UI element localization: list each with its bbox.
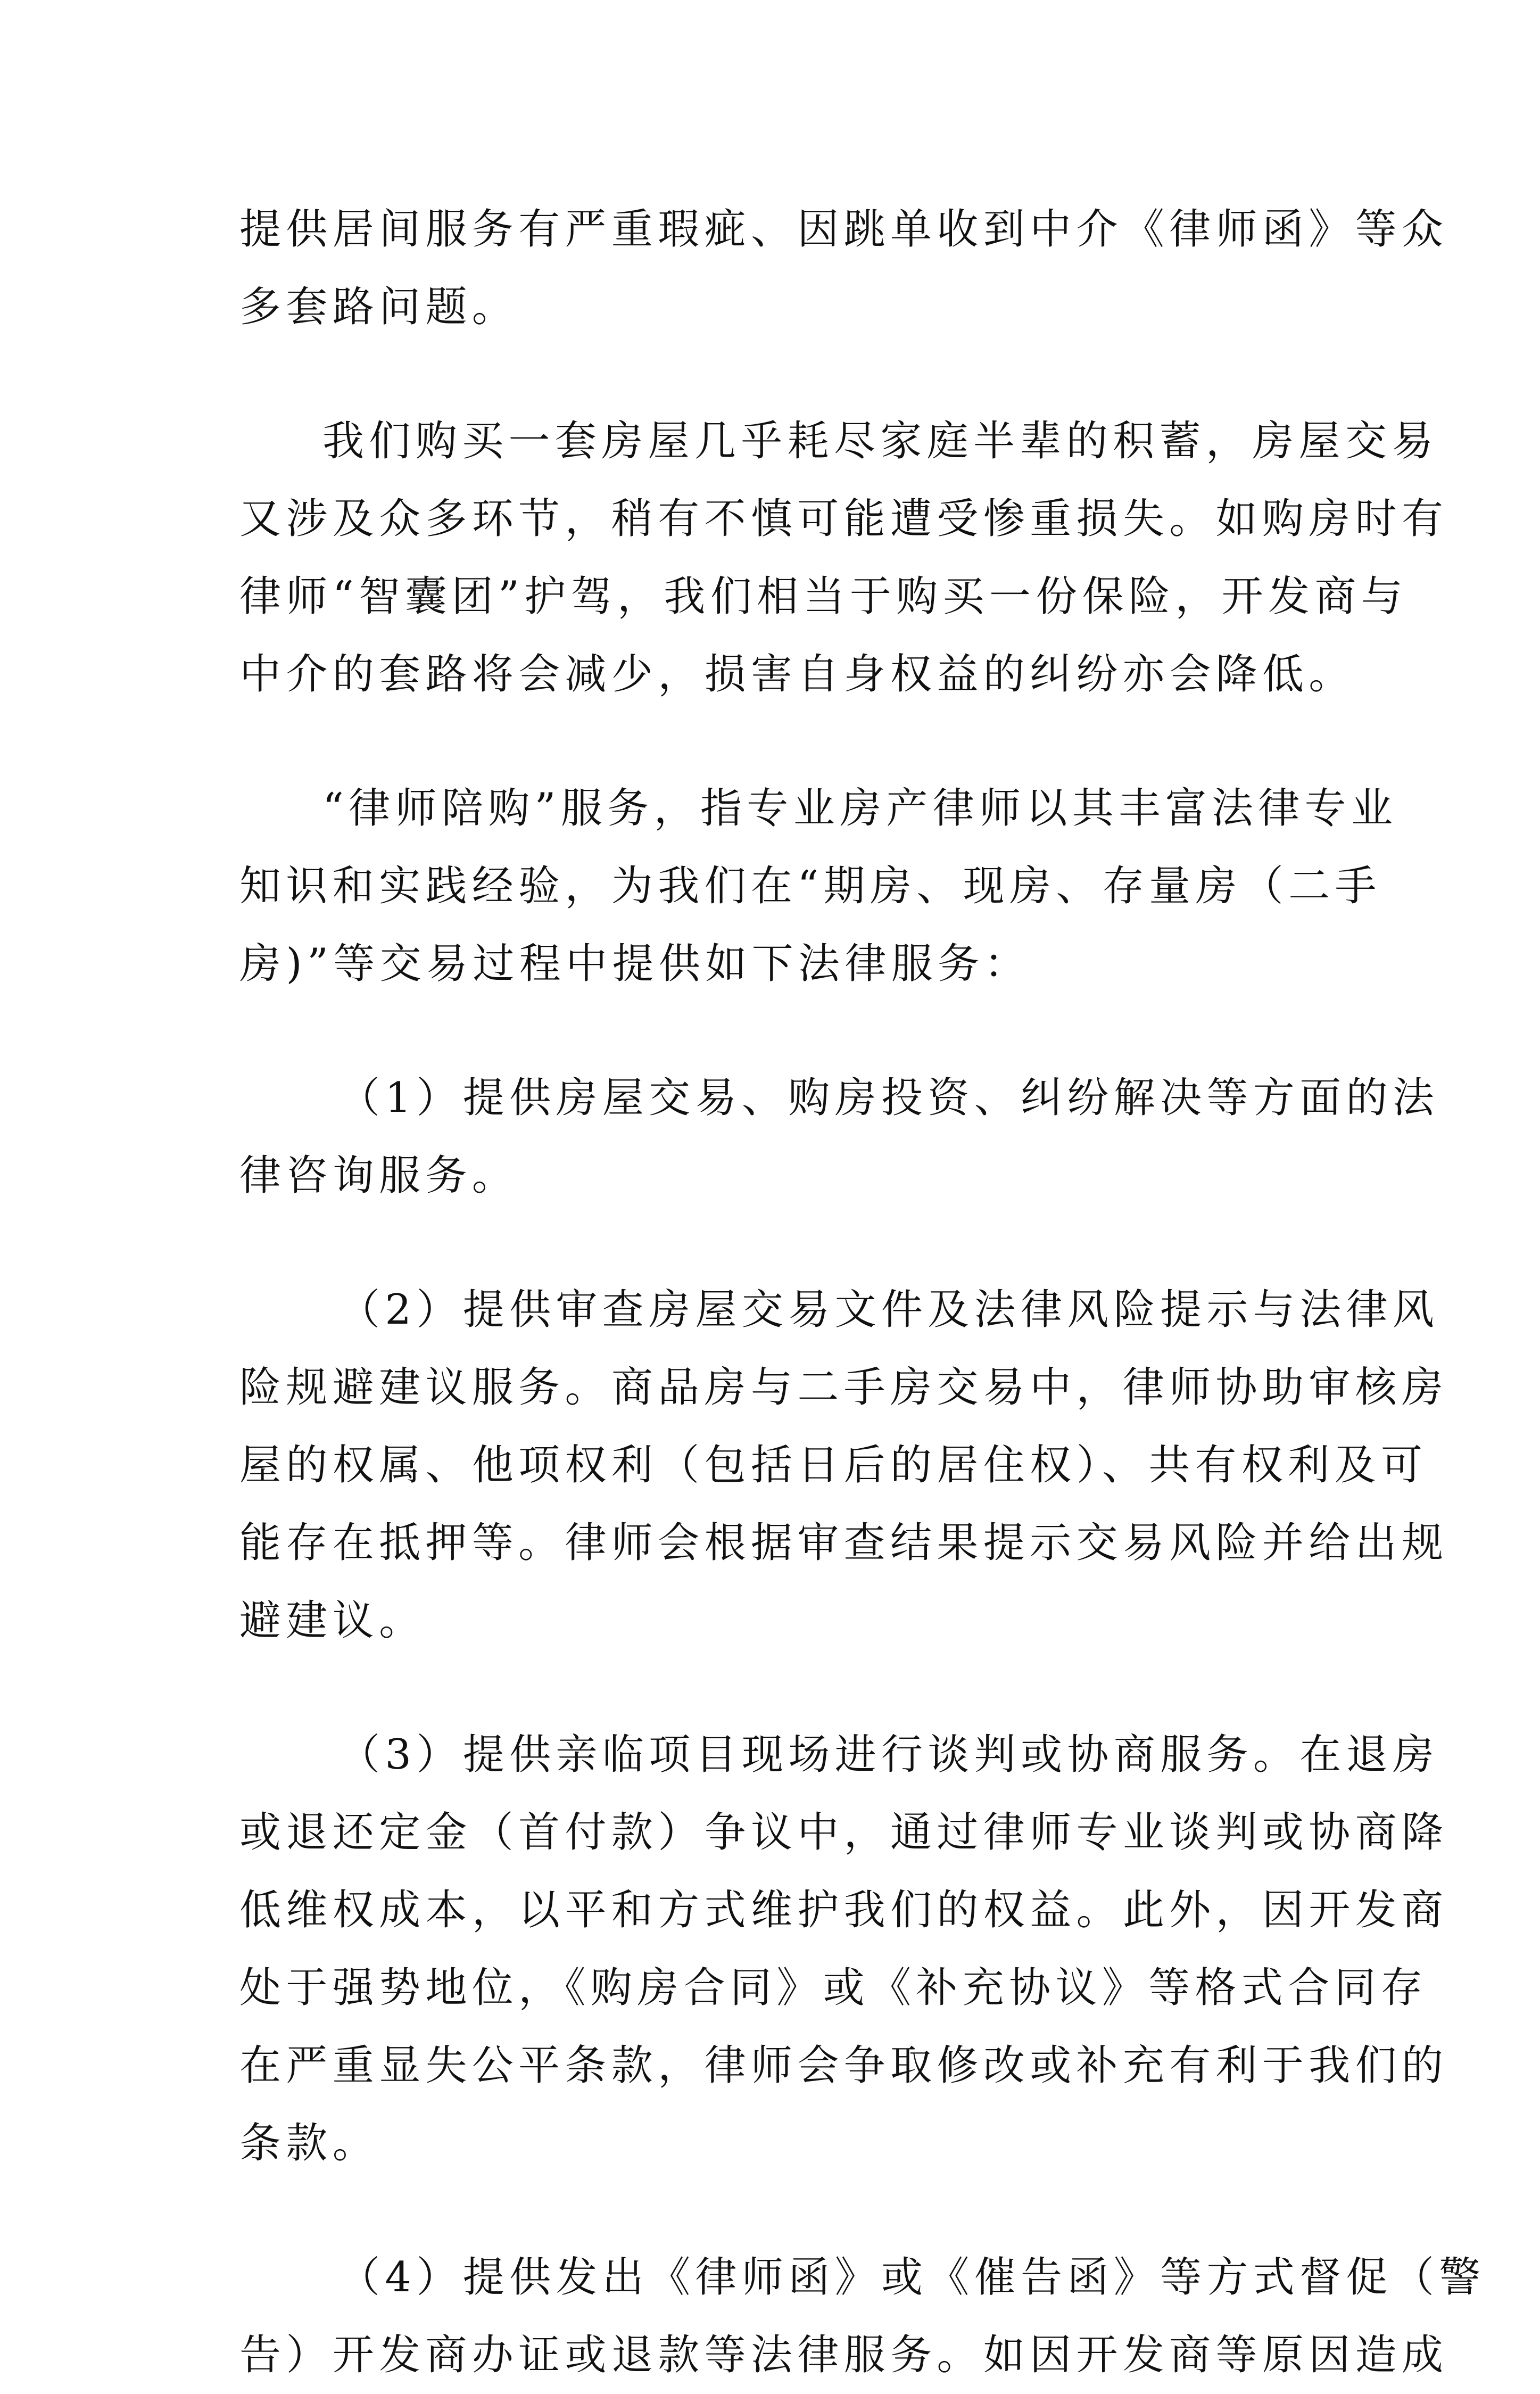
text-line: 或退还定金（首付款）争议中，通过律师专业谈判或协商降 xyxy=(239,1809,1448,1856)
text-line: （1）提供房屋交易、购房投资、纠纷解决等方面的法 xyxy=(338,1074,1439,1122)
text-line: 我们购买一套房屋几乎耗尽家庭半辈的积蓄，房屋交易 xyxy=(322,417,1438,465)
paragraph-service-definition xyxy=(239,770,1398,1003)
text-line: 避建议。 xyxy=(239,1597,426,1645)
text-line: 知识和实践经验，为我们在“期房、现房、存量房（二手 xyxy=(239,862,1381,910)
text-line: 提供居间服务有严重瑕疵、因跳单收到中介《律师函》等众 xyxy=(239,205,1448,253)
text-line: 低维权成本，以平和方式维护我们的权益。此外，因开发商 xyxy=(239,1886,1448,1934)
text-line: 在严重显失公平条款，律师会争取修改或补充有利于我们的 xyxy=(239,2042,1448,2090)
text-line: 中介的套路将会减少，损害自身权益的纠纷亦会降低。 xyxy=(239,650,1355,698)
text-line: 多套路问题。 xyxy=(239,283,519,331)
text-line: 房)”等交易过程中提供如下法律服务： xyxy=(239,940,1031,988)
paragraph-savings xyxy=(239,402,1448,713)
document-body xyxy=(239,191,1486,2394)
text-line: （2）提供审查房屋交易文件及法律风险提示与法律风 xyxy=(338,1286,1439,1334)
text-line: 律咨询服务。 xyxy=(239,1152,519,1200)
text-line: （4）提供发出《律师函》或《催告函》等方式督促（警 xyxy=(338,2253,1486,2301)
text-line: 险规避建议服务。商品房与二手房交易中，律师协助审核房 xyxy=(239,1364,1448,1411)
text-line: 屋的权属、他项权利（包括日后的居住权）、共有权利及可 xyxy=(239,1441,1428,1489)
paragraph-continuation xyxy=(239,191,1448,346)
text-line: 又涉及众多环节，稍有不慎可能遭受惨重损失。如购房时有 xyxy=(239,495,1448,543)
list-item-4 xyxy=(239,2239,1486,2394)
list-item-1 xyxy=(239,1059,1439,1215)
text-line: 告）开发商办证或退款等法律服务。如因开发商等原因造成 xyxy=(239,2331,1448,2379)
text-line: 律师“智囊团”护驾，我们相当于购买一份保险，开发商与 xyxy=(239,573,1408,621)
text-line: 处于强势地位，《购房合同》或《补充协议》等格式合同存 xyxy=(239,1964,1428,2012)
list-item-3 xyxy=(239,1716,1448,2182)
text-line: 条款。 xyxy=(239,2119,379,2167)
list-item-2 xyxy=(239,1271,1448,1660)
text-line: “律师陪购”服务，指专业房产律师以其丰富法律专业 xyxy=(322,785,1398,832)
text-line: 能存在抵押等。律师会根据审查结果提示交易风险并给出规 xyxy=(239,1519,1448,1567)
text-line: （3）提供亲临项目现场进行谈判或协商服务。在退房 xyxy=(338,1731,1439,1779)
